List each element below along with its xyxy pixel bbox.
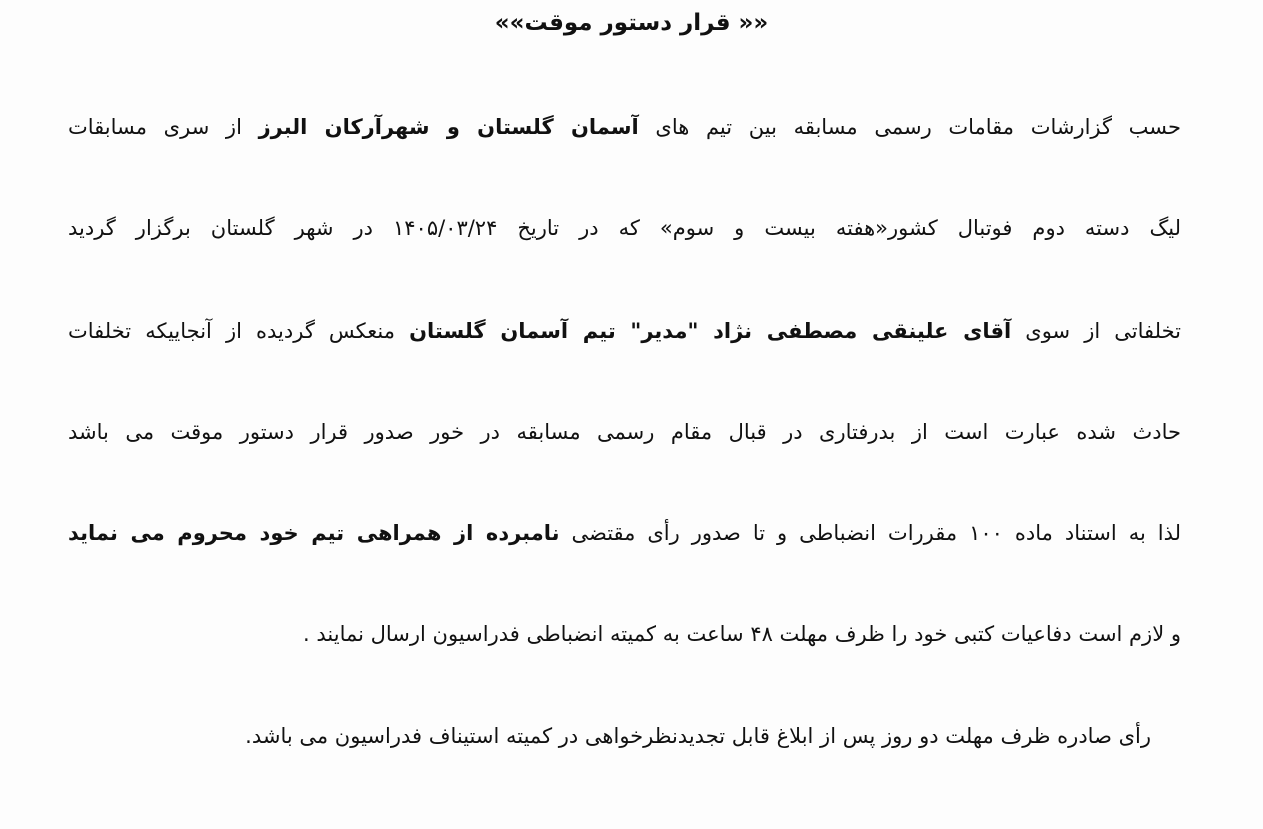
line-3-text-a: تخلفاتی از سوی bbox=[1011, 319, 1182, 343]
body-line-4 bbox=[68, 412, 1181, 452]
body-line-1 bbox=[68, 107, 1181, 147]
line-1-text-b: از سری مسابقات bbox=[68, 115, 259, 139]
body-line-6 bbox=[68, 614, 1181, 654]
body-line-2 bbox=[68, 208, 1181, 248]
offender-name: آقای علینقی مصطفی نژاد "مدیر" تیم آسمان گلستان bbox=[409, 319, 1012, 343]
body-line-5 bbox=[68, 513, 1181, 553]
body-line-3 bbox=[68, 311, 1181, 351]
line-3-text-b: منعکس گردیده از آنجاییکه تخلفات bbox=[68, 319, 410, 343]
line-5-text-a: لذا به استناد ماده ۱۰۰ مقررات انضباطی و تا صدور رأی مقتضی bbox=[559, 521, 1182, 545]
ruling-text: نامبرده از همراهی تیم خود محروم می نماید bbox=[68, 521, 560, 545]
appeal-note bbox=[68, 716, 1151, 756]
appeal-note-text: رأی صادره ظرف مهلت دو روز پس از ابلاغ قابل تجدیدنظرخواهی در کمیته استیناف فدراسیون می باشد. bbox=[245, 724, 1151, 748]
line-4-text: حادث شده عبارت است از بدرفتاری در قبال مقام رسمی مسابقه در خور صدور قرار دستور موقت می باشد bbox=[68, 420, 1181, 444]
line-1-text-a: حسب گزارشات مقامات رسمی مسابقه بین تیم های bbox=[638, 115, 1181, 139]
team-names: آسمان گلستان و شهرآرکان البرز bbox=[258, 115, 639, 139]
line-6-text: و لازم است دفاعیات کتبی خود را ظرف مهلت ۴۸ ساعت به کمیته انضباطی فدراسیون ارسال نمایند . bbox=[303, 622, 1181, 646]
document-title: «« قرار دستور موقت»» bbox=[494, 10, 769, 36]
line-2-text: لیگ دسته دوم فوتبال کشور«هفته بیست و سوم» که در تاریخ ۱۴۰۵/۰۳/۲۴ در شهر گلستان برگزار گردید bbox=[68, 216, 1181, 240]
